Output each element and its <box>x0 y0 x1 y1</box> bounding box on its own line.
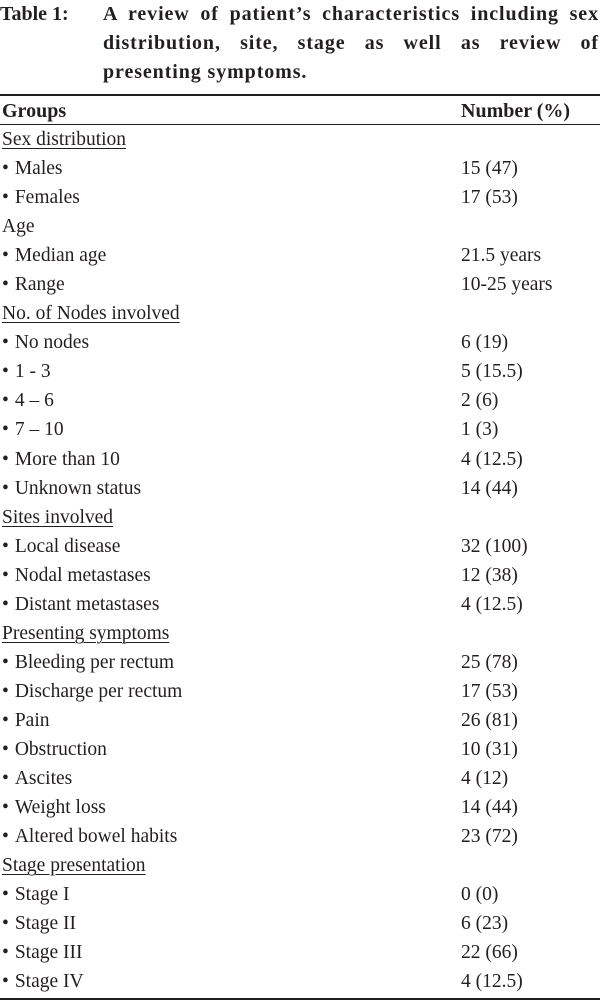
bullet-icon: • <box>2 448 9 470</box>
row-value: 14 (44) <box>461 477 518 499</box>
bullet-icon: • <box>2 884 9 906</box>
row-label <box>2 793 106 822</box>
row-label <box>2 561 151 590</box>
row-label-text: Stage IV <box>14 971 84 993</box>
table-row <box>0 677 600 706</box>
table-row <box>0 764 600 793</box>
table-row <box>0 357 600 386</box>
table-row <box>0 154 600 183</box>
row-label-text: 4 – 6 <box>14 390 54 412</box>
row-label-text: More than 10 <box>14 448 120 470</box>
table-row <box>0 183 600 212</box>
table-body <box>0 125 600 996</box>
row-value: 22 (66) <box>461 942 518 964</box>
bullet-icon: • <box>2 971 9 993</box>
table-row <box>0 415 600 444</box>
table-row <box>0 938 600 967</box>
table-header-row <box>0 96 600 126</box>
row-label <box>2 967 84 996</box>
section-label: Age <box>2 216 35 238</box>
row-label-text: Pain <box>14 709 50 731</box>
section-label: Stage presentation <box>2 855 146 877</box>
row-label-text: Local disease <box>14 535 121 557</box>
row-label <box>2 938 83 967</box>
table-row <box>0 241 600 270</box>
row-value: 6 (23) <box>461 913 509 935</box>
table-caption <box>0 0 600 88</box>
row-label-text: Males <box>14 158 63 180</box>
row-value: 23 (72) <box>461 826 518 848</box>
row-label <box>2 183 80 212</box>
caption-line-3: presenting symptoms. <box>103 61 308 83</box>
section-label: Presenting symptoms <box>2 622 170 644</box>
row-label-text: Unknown status <box>14 477 142 499</box>
row-label <box>2 909 76 938</box>
section-heading-row <box>0 503 600 532</box>
table-row <box>0 445 600 474</box>
caption-line-2: distribution, site, stage as well as review of <box>103 32 599 54</box>
bullet-icon: • <box>2 797 9 819</box>
table-row <box>0 793 600 822</box>
row-label <box>2 357 51 386</box>
row-label-text: Ascites <box>14 768 73 790</box>
bullet-icon: • <box>2 564 9 586</box>
row-label-text: Weight loss <box>14 797 106 819</box>
bullet-icon: • <box>2 535 9 557</box>
row-label <box>2 474 141 503</box>
row-label <box>2 706 50 735</box>
row-label-text: Range <box>14 274 65 296</box>
row-label <box>2 590 159 619</box>
bullet-icon: • <box>2 738 9 760</box>
row-value: 21.5 years <box>461 245 542 267</box>
row-label <box>2 764 72 793</box>
bullet-icon: • <box>2 768 9 790</box>
row-label <box>2 822 177 851</box>
row-label <box>2 154 62 183</box>
header-number: Number (%) <box>461 100 571 122</box>
row-value: 6 (19) <box>461 332 509 354</box>
row-label <box>2 328 89 357</box>
row-label-text: Stage III <box>14 942 83 964</box>
table-row <box>0 880 600 909</box>
table-row <box>0 706 600 735</box>
row-label-text: Median age <box>14 245 107 267</box>
row-value: 14 (44) <box>461 797 518 819</box>
bullet-icon: • <box>2 158 9 180</box>
row-value: 4 (12.5) <box>461 971 523 993</box>
bullet-icon: • <box>2 361 9 383</box>
row-label <box>2 270 65 299</box>
bullet-icon: • <box>2 274 9 296</box>
row-label <box>2 735 107 764</box>
section-label: Sites involved <box>2 506 114 528</box>
table-bottom-rule <box>0 998 600 1000</box>
bullet-icon: • <box>2 593 9 615</box>
row-label-text: Stage II <box>14 913 77 935</box>
section-heading-row <box>0 212 600 241</box>
row-value: 25 (78) <box>461 651 518 673</box>
row-label-text: 1 - 3 <box>14 361 51 383</box>
table-row <box>0 270 600 299</box>
table-row <box>0 648 600 677</box>
row-label-text: Obstruction <box>14 738 107 760</box>
table-row <box>0 967 600 996</box>
row-value: 1 (3) <box>461 419 499 441</box>
table-row <box>0 822 600 851</box>
row-value: 4 (12.5) <box>461 593 523 615</box>
row-value: 26 (81) <box>461 709 518 731</box>
table-row <box>0 532 600 561</box>
table-row <box>0 328 600 357</box>
row-label-text: Females <box>14 187 80 209</box>
table-row <box>0 909 600 938</box>
row-label-text: Bleeding per rectum <box>14 651 175 673</box>
section-heading-row <box>0 619 600 648</box>
row-value: 32 (100) <box>461 535 528 557</box>
bullet-icon: • <box>2 913 9 935</box>
bullet-icon: • <box>2 187 9 209</box>
row-label <box>2 880 70 909</box>
row-label <box>2 532 120 561</box>
header-groups: Groups <box>2 100 67 122</box>
row-value: 4 (12.5) <box>461 448 523 470</box>
row-label-text: Stage I <box>14 884 70 906</box>
row-value: 12 (38) <box>461 564 518 586</box>
row-label-text: Discharge per rectum <box>14 680 183 702</box>
row-label-text: Altered bowel habits <box>14 826 178 848</box>
row-label <box>2 241 106 270</box>
table-row <box>0 561 600 590</box>
bullet-icon: • <box>2 651 9 673</box>
bullet-icon: • <box>2 245 9 267</box>
row-value: 4 (12) <box>461 768 509 790</box>
row-label-text: No nodes <box>14 332 90 354</box>
row-value: 10 (31) <box>461 738 518 760</box>
row-label <box>2 386 54 415</box>
section-label: Sex distribution <box>2 129 127 150</box>
bullet-icon: • <box>2 419 9 441</box>
bullet-icon: • <box>2 826 9 848</box>
caption-line-1: A review of patient’s characteristics including sex <box>103 3 599 25</box>
bullet-icon: • <box>2 477 9 499</box>
section-heading-row <box>0 125 600 154</box>
row-value: 15 (47) <box>461 158 518 180</box>
table-row <box>0 735 600 764</box>
row-value: 10-25 years <box>461 274 553 296</box>
section-heading-row <box>0 299 600 328</box>
bullet-icon: • <box>2 390 9 412</box>
row-label <box>2 648 174 677</box>
row-value: 0 (0) <box>461 884 499 906</box>
table-row <box>0 386 600 415</box>
row-label-text: Nodal metastases <box>14 564 151 586</box>
bullet-icon: • <box>2 709 9 731</box>
row-value: 17 (53) <box>461 187 518 209</box>
row-value: 17 (53) <box>461 680 518 702</box>
row-label-text: Distant metastases <box>14 593 160 615</box>
section-label: No. of Nodes involved <box>2 303 180 325</box>
row-label <box>2 445 120 474</box>
caption-label: Table 1: <box>0 3 69 25</box>
row-value: 5 (15.5) <box>461 361 523 383</box>
row-value: 2 (6) <box>461 390 499 412</box>
bullet-icon: • <box>2 942 9 964</box>
row-label-text: 7 – 10 <box>14 419 64 441</box>
section-heading-row <box>0 851 600 880</box>
bullet-icon: • <box>2 332 9 354</box>
bullet-icon: • <box>2 680 9 702</box>
row-label <box>2 415 64 444</box>
row-label <box>2 677 182 706</box>
table-row <box>0 474 600 503</box>
table-row <box>0 590 600 619</box>
